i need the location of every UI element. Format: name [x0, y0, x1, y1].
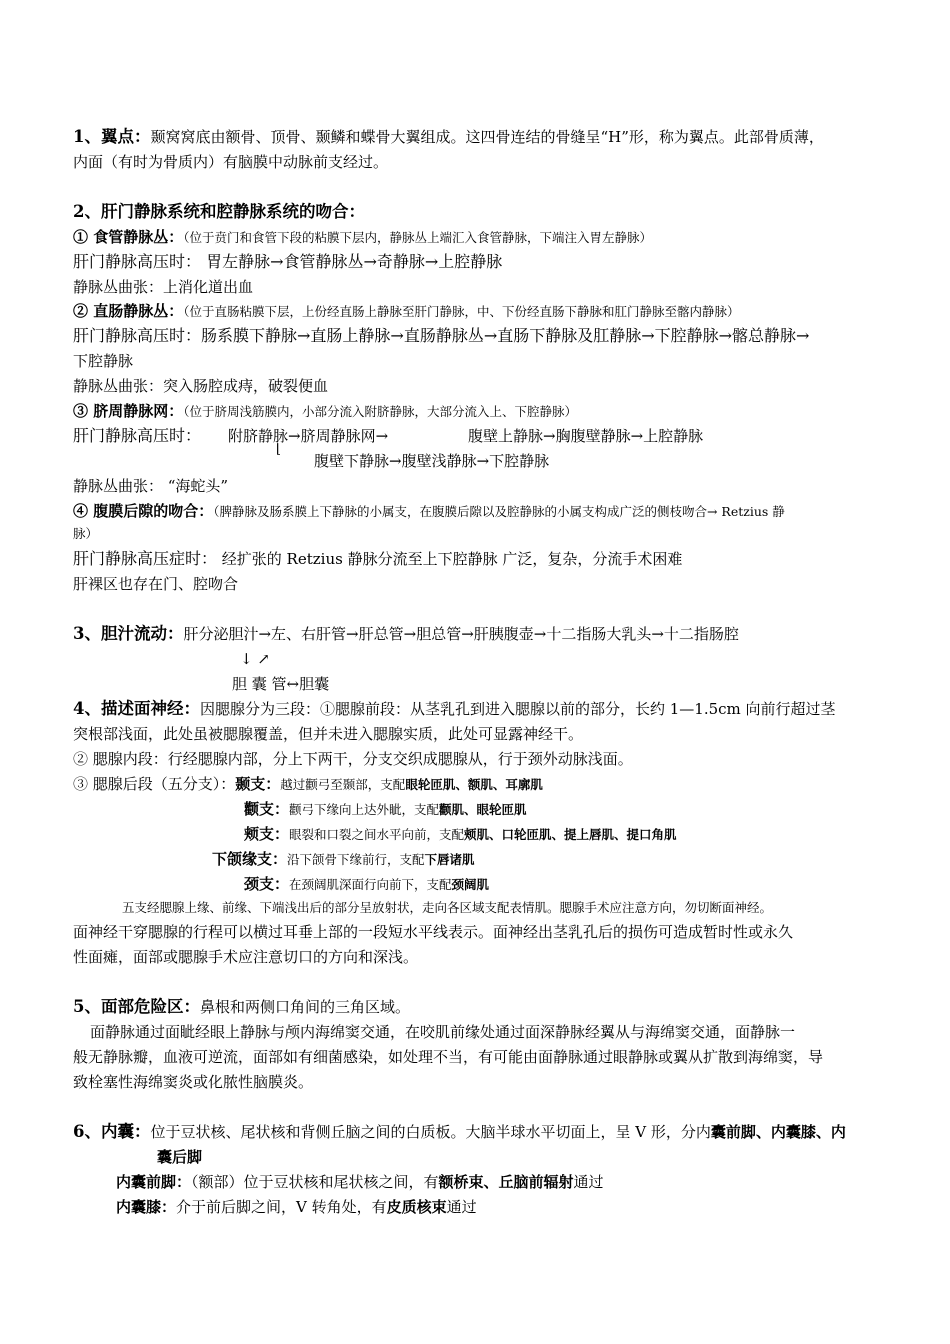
- section-2d-heading: ④ 腹膜后隙的吻合：: [73, 502, 214, 520]
- section-4-branch-3: [244, 824, 677, 845]
- branch-2-desc: 颧弓下缘向上达外眦，支配: [289, 802, 440, 817]
- section-2c-note: （位于脐周浅筋膜内，小部分流入附脐静脉，大部分流入上、下腔静脉）: [183, 404, 577, 419]
- section-5-para-2: 般无静脉瓣，血液可逆流，面部如有细菌感染，如处理不当，有可能由面静脉通过眼静脉或翼从扩散到海绵窦，导: [73, 1048, 824, 1066]
- section-1-line-1: [73, 127, 824, 147]
- section-4-heading: 4、描述面神经：: [73, 699, 200, 718]
- branch-2-name: 颧支：: [244, 800, 290, 818]
- section-2b-varix: 静脉丛曲张：突入肠腔成痔，破裂便血: [73, 377, 329, 395]
- section-4-para-2: 性面瘫，面部或腮腺手术应注意切口的方向和深浅。: [73, 948, 419, 966]
- section-4-note: 五支经腮腺上缘、前缘、下端浅出后的部分呈放射状，走向各区域支配表情肌。腮腺手术应注意方向，勿切断面神经。: [122, 900, 773, 915]
- genu-tail: 通过: [446, 1198, 477, 1216]
- anterior-limb-tracts: 额桥束、丘脑前辐射: [438, 1173, 574, 1191]
- branch-2-muscles: 颧肌、眼轮匝肌: [439, 802, 527, 817]
- branch-5-desc: 在颈阔肌深面行向前下，支配: [289, 877, 452, 892]
- section-2c-pressure-label: 肝门静脉高压时：: [73, 426, 202, 445]
- branch-3-desc: 眼裂和口裂之间水平向前，支配: [289, 827, 465, 842]
- genu-heading: 内囊膝：: [116, 1198, 177, 1216]
- section-2a-heading: ① 食管静脉丛：: [73, 228, 184, 246]
- section-2c-varix: 静脉丛曲张： “海蛇头”: [73, 477, 229, 495]
- section-5-heading: 5、面部危险区：: [73, 997, 200, 1016]
- branch-5-name: 颈支：: [244, 875, 290, 893]
- section-2b-heading: ② 直肠静脉丛：: [73, 302, 184, 320]
- branch-3-muscles: 颊肌、口轮匝肌、提上唇肌、提口角肌: [464, 827, 677, 842]
- section-1-text: 颞窝窝底由额骨、顶骨、颞鳞和蝶骨大翼组成。这四骨连结的骨缝呈“H”形，称为翼点。此部骨质薄，: [150, 128, 824, 146]
- section-6-parts-cont: 囊后脚: [157, 1148, 203, 1166]
- section-2a-line: [73, 227, 652, 248]
- branch-1-muscles: 眼轮匝肌、额肌、耳廓肌: [405, 777, 543, 792]
- section-4-branch-2: [244, 799, 527, 820]
- section-4-rear-label: ③ 腮腺后段（五分支）：: [73, 775, 236, 793]
- section-5-text: 鼻根和两侧口角间的三角区域。: [199, 998, 410, 1016]
- section-5-line-1: [73, 997, 410, 1017]
- section-4-line-2: 突根部浅面，此处虽被腮腺覆盖，但并未进入腮腺实质，此处可显露神经干。: [73, 725, 584, 743]
- section-4-branch-1: [73, 774, 543, 795]
- branch-1-desc: 越过颧弓至颞部，支配: [280, 777, 406, 792]
- section-4-branch-5: [244, 874, 489, 895]
- section-3-flow: 肝分泌胆汁→左、右肝管→肝总管→胆总管→肝胰腹壶→十二指肠大乳头→十二指肠腔: [183, 625, 739, 643]
- section-2d-pressure-text: 经扩张的 Retzius 静脉分流至上下腔静脉 广泛，复杂，分流手术困难: [217, 550, 683, 568]
- section-2d-note: （脾静脉及肠系膜上下静脉的小属支，在腹膜后隙以及腔静脉的小属支构成广泛的侧枝吻合→ Retzius 静: [213, 504, 785, 519]
- section-2b-note: （位于直肠粘膜下层，上份经直肠上静脉至肝门静脉，中、下份经直肠下静脉和肛门静脉至髂内静脉）: [183, 304, 740, 319]
- section-2c-path-start: 附脐静脉→脐周静脉网→: [228, 427, 389, 445]
- section-6-genu: [116, 1197, 477, 1217]
- section-4-branch-4: [212, 849, 475, 870]
- section-2c-path-upper: 腹壁上静脉→胸腹壁静脉→上腔静脉: [468, 427, 704, 445]
- section-4-line-3: ② 腮腺内段：行经腮腺内部，分上下两干，分支交织成腮腺从，行于颈外动脉浅面。: [73, 750, 633, 768]
- section-6-heading: 6、内囊：: [73, 1122, 151, 1141]
- section-2c-line: [73, 401, 577, 422]
- section-2a-pressure: 肝门静脉高压时： 胃左静脉→食管静脉丛→奇静脉→上腔静脉: [73, 252, 503, 271]
- branch-4-muscles: 下唇诸肌: [424, 852, 475, 867]
- section-2c-heading: ③ 脐周静脉网：: [73, 402, 184, 420]
- section-2a-note: （位于贲门和食管下段的粘膜下层内，静脉丛上端汇入食管静脉，下端注入胃左静脉）: [183, 230, 652, 245]
- section-5-para-1: 面静脉通过面眦经眼上静脉与颅内海绵窦交通，在咬肌前缘处通过面深静脉经翼从与海绵窦交通，面静脉一: [90, 1023, 796, 1041]
- branch-1-name: 颞支：: [235, 775, 281, 793]
- section-2d-pressure: [73, 549, 682, 569]
- branch-3-name: 颊支：: [244, 825, 290, 843]
- section-5-para-3: 致栓塞性海绵窦炎或化脓性脑膜炎。: [73, 1073, 314, 1091]
- section-2d-line: [73, 501, 785, 522]
- section-2b-pressure-1: 肝门静脉高压时：肠系膜下静脉→直肠上静脉→直肠静脉丛→直肠下静脉及肛静脉→下腔静脉→髂总静脉→: [73, 326, 810, 345]
- section-2b-line: [73, 301, 740, 322]
- branch-5-muscles: 颈阔肌: [451, 877, 490, 892]
- genu-tract: 皮质核束: [386, 1198, 447, 1216]
- section-2c-path-lower: 腹壁下静脉→腹壁浅静脉→下腔静脉: [314, 452, 550, 470]
- section-2b-pressure-2: 下腔静脉: [73, 352, 134, 370]
- section-1-heading: 1、翼点：: [73, 127, 151, 146]
- section-3-line-1: [73, 624, 739, 644]
- section-6-line-1: [73, 1122, 846, 1142]
- section-3-arrows: ↓ ↗: [240, 650, 270, 668]
- section-2d-note-cont: 脉）: [73, 526, 99, 541]
- genu-text: 介于前后脚之间，V 转角处，有: [176, 1198, 387, 1216]
- brace-mark: ⌊: [276, 442, 282, 457]
- section-3-gallbladder: 胆 囊 管↔胆囊: [232, 675, 330, 693]
- section-2-heading: 2、肝门静脉系统和腔静脉系统的吻合：: [73, 202, 365, 221]
- section-3-heading: 3、胆汁流动：: [73, 624, 184, 643]
- branch-4-desc: 沿下颌骨下缘前行，支配: [287, 852, 425, 867]
- section-1-line-2: 内面（有时为骨质内）有脑膜中动脉前支经过。: [73, 153, 389, 171]
- anterior-limb-text: （额部）位于豆状核和尾状核之间，有: [191, 1173, 439, 1191]
- section-4-text-1: 因腮腺分为三段：①腮腺前段：从茎乳孔到进入腮腺以前的部分，长约 1—1.5cm 向前行超过茎: [199, 700, 836, 718]
- branch-4-name: 下颌缘支：: [212, 850, 288, 868]
- anterior-limb-tail: 通过: [573, 1173, 604, 1191]
- anterior-limb-heading: 内囊前脚：: [116, 1173, 192, 1191]
- section-6-text: 位于豆状核、尾状核和背侧丘脑之间的白质板。大脑半球水平切面上，呈 V 形，分内: [150, 1123, 711, 1141]
- section-2d-pressure-label: 肝门静脉高压症时：: [73, 549, 218, 568]
- section-6-parts: 囊前脚、内囊膝、内: [710, 1123, 846, 1141]
- section-6-anterior-limb: [116, 1172, 604, 1192]
- section-4-line-1: [73, 699, 836, 719]
- section-2d-bare-area: 肝裸区也存在门、腔吻合: [73, 575, 239, 593]
- section-2a-varix: 静脉丛曲张：上消化道出血: [73, 278, 254, 296]
- section-4-para-1: 面神经干穿腮腺的行程可以横过耳垂上部的一段短水平线表示。面神经出茎乳孔后的损伤可造成暂时性或永久: [73, 923, 794, 941]
